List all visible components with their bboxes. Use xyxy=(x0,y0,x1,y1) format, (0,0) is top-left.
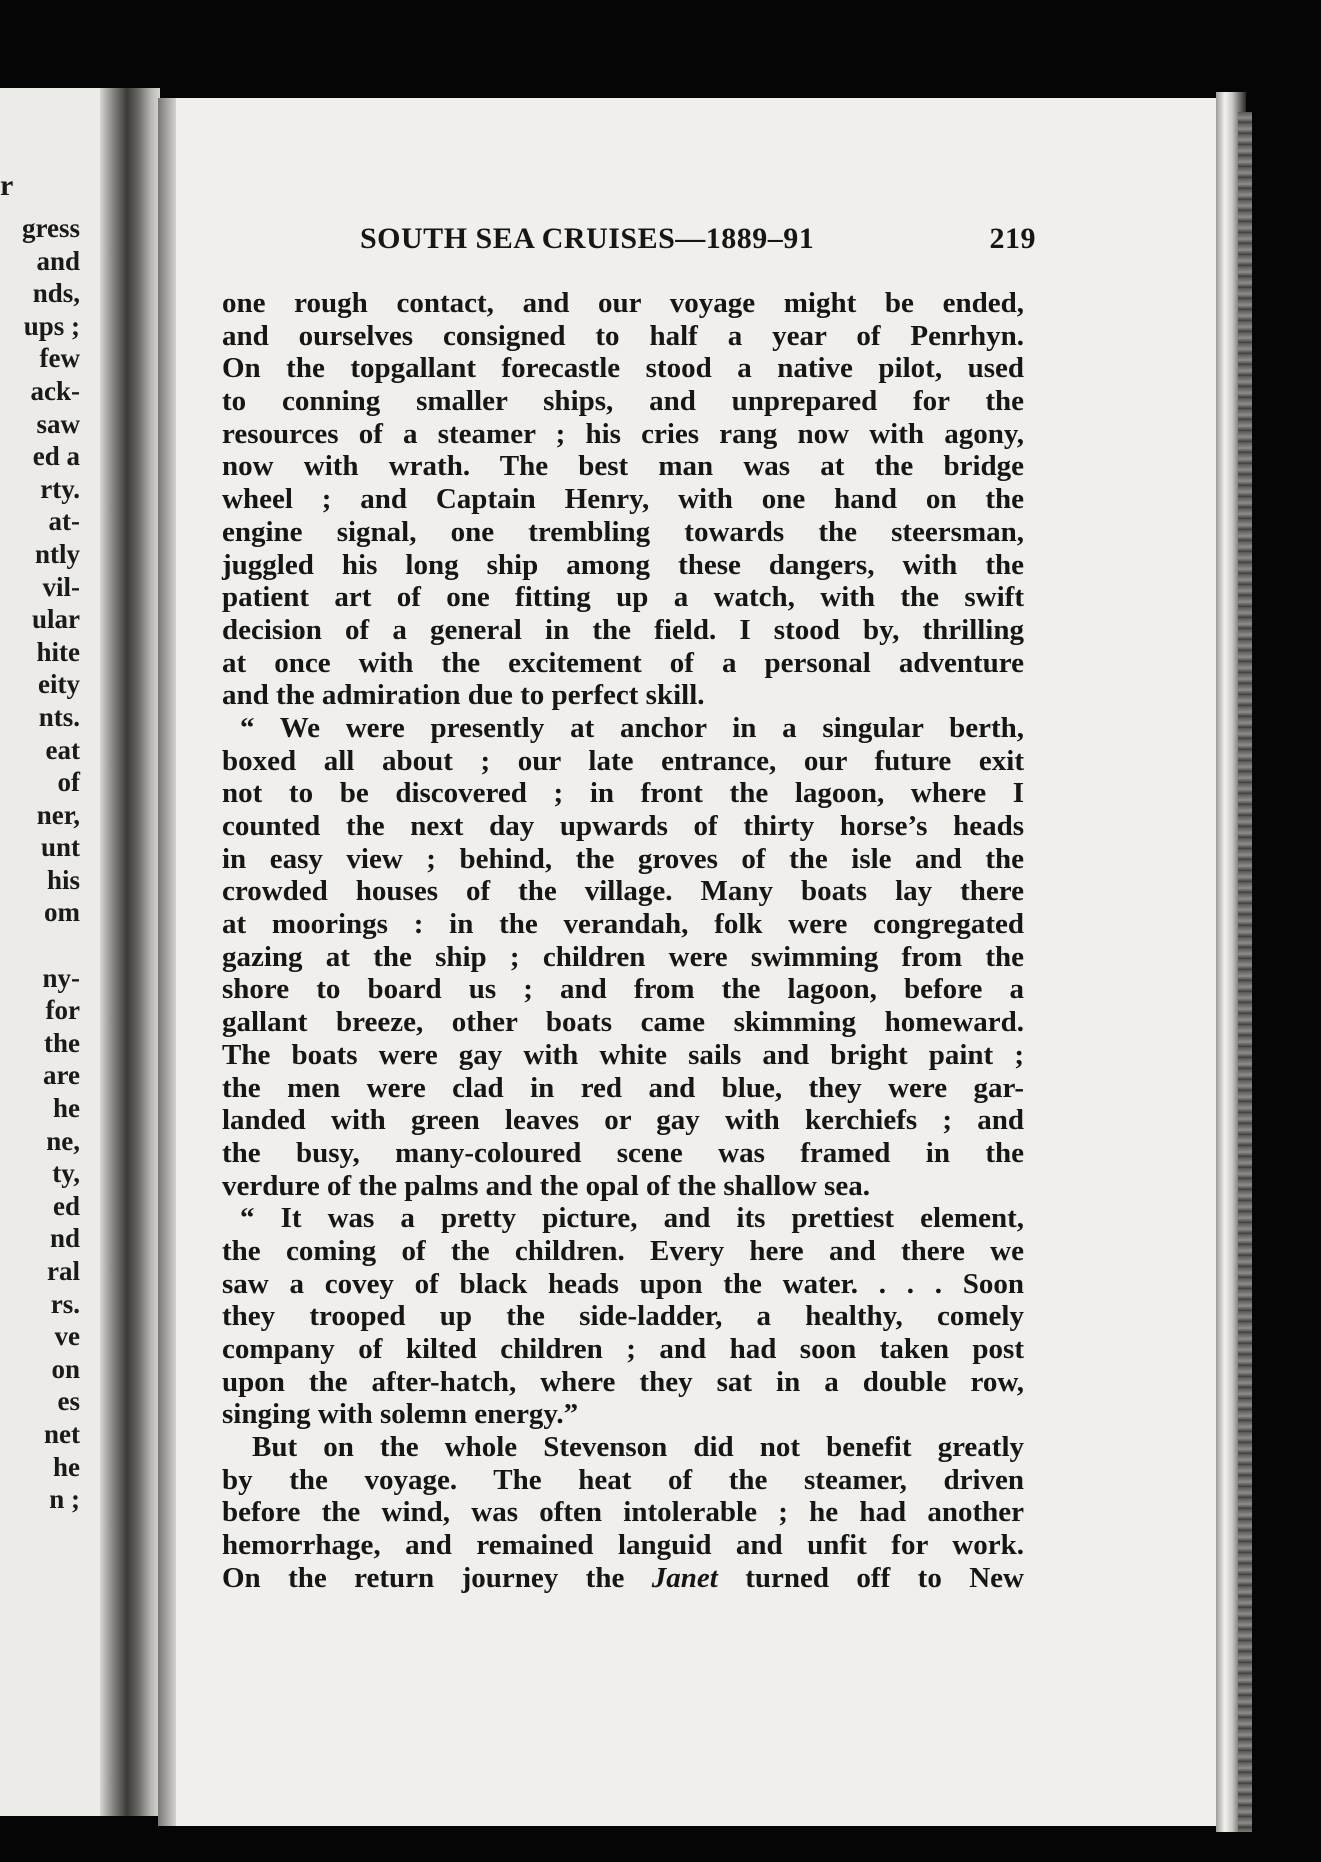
text-line xyxy=(222,1562,1024,1595)
text-line: before the wind, was often intolerable ; he had another xyxy=(222,1496,1024,1529)
left-page-fragment: ups ; xyxy=(23,310,80,341)
text-line: resources of a steamer ; his cries rang now with agony, xyxy=(222,417,1024,450)
left-page-fragment: saw xyxy=(36,408,80,439)
left-page-fragment: for xyxy=(45,995,80,1026)
left-page-fragment: ed a xyxy=(32,441,80,472)
left-page-fragment: rty. xyxy=(40,473,80,504)
text-run: On the return journey the xyxy=(222,1561,652,1594)
left-page-fragment: hite xyxy=(36,636,80,667)
text-line: gazing at the ship ; children were swimming from the xyxy=(222,940,1024,973)
left-page-fragment: of xyxy=(57,767,80,798)
text-line: patient art of one fitting up a watch, with the swift xyxy=(222,581,1024,614)
left-page-fragment: om xyxy=(44,897,80,928)
page-number: 219 xyxy=(989,222,1036,255)
text-run: turned off to New xyxy=(717,1561,1024,1594)
left-page-fragment: on xyxy=(51,1353,80,1384)
text-line: and ourselves consigned to half a year of Penrhyn. xyxy=(222,319,1024,352)
text-line: On the topgallant forecastle stood a native pilot, used xyxy=(222,352,1024,385)
left-page-fragment: ack- xyxy=(30,375,80,406)
paragraph xyxy=(222,1431,1024,1594)
left-page-fragment: few xyxy=(39,343,80,374)
left-page-fragment: ral xyxy=(47,1256,80,1286)
text-line: landed with green leaves or gay with kerchiefs ; and xyxy=(222,1104,1024,1137)
left-page-fragment: nd xyxy=(49,1223,80,1254)
paragraph xyxy=(222,287,1024,712)
left-page-fragment xyxy=(0,929,80,962)
left-page-fragment: he xyxy=(53,1093,80,1124)
text-line: saw a covey of black heads upon the water. . . . Soon xyxy=(222,1267,1024,1300)
text-line: the men were clad in red and blue, they were gar- xyxy=(222,1071,1024,1104)
left-page-fragment: vil- xyxy=(42,571,80,602)
text-line: upon the after-hatch, where they sat in a double row, xyxy=(222,1365,1024,1398)
left-page-fragment: the xyxy=(44,1027,80,1058)
body-text xyxy=(222,287,1024,1595)
page-stack-edge xyxy=(1238,112,1252,1832)
left-page-fragment: eity xyxy=(38,669,80,700)
running-head-title: SOUTH SEA CRUISES—1889–91 xyxy=(360,222,815,255)
text-line: boxed all about ; our late entrance, our future exit xyxy=(222,744,1024,777)
text-line: by the voyage. The heat of the steamer, driven xyxy=(222,1463,1024,1496)
text-line: to conning smaller ships, and unprepared for the xyxy=(222,385,1024,418)
left-page-fragment: and xyxy=(36,245,80,276)
left-page-fragment: ve xyxy=(54,1321,80,1352)
left-page-fragment: ner, xyxy=(36,799,80,830)
left-page-fragment: unt xyxy=(40,832,80,863)
left-page-text-fragments xyxy=(0,169,80,1516)
text-line: the coming of the children. Every here and there we xyxy=(222,1234,1024,1267)
text-line: The boats were gay with white sails and bright paint ; xyxy=(222,1038,1024,1071)
book-gutter xyxy=(100,88,160,1816)
left-page-fragment: gress xyxy=(22,213,80,243)
left-page-fragment: he xyxy=(53,1451,80,1482)
page-gutter-shadow xyxy=(158,98,176,1826)
text-line: one rough contact, and our voyage might be ended, xyxy=(222,287,1024,319)
paragraph xyxy=(222,712,1024,1202)
left-page-fragment: ty, xyxy=(52,1158,80,1189)
left-page-fragment: ed xyxy=(53,1190,80,1221)
left-page-fragment: nts. xyxy=(38,701,80,732)
text-line: singing with solemn energy.” xyxy=(222,1398,579,1431)
left-page-fragment: eat xyxy=(45,734,80,765)
text-line: wheel ; and Captain Henry, with one hand on the xyxy=(222,483,1024,516)
left-page-fragment: nds, xyxy=(32,278,80,309)
text-line: hemorrhage, and remained languid and unfit for work. xyxy=(222,1529,1024,1562)
left-page-top-mark: r xyxy=(0,169,14,202)
text-line: not to be discovered ; in front the lagoon, where I xyxy=(222,777,1024,810)
text-line: in easy view ; behind, the groves of the isle and the xyxy=(222,842,1024,875)
text-line: now with wrath. The best man was at the bridge xyxy=(222,450,1024,483)
text-line: company of kilted children ; and had soon taken post xyxy=(222,1333,1024,1365)
text-line: the busy, many-coloured scene was framed in the xyxy=(222,1136,1024,1169)
running-head xyxy=(200,222,1036,262)
left-page-fragment: his xyxy=(46,864,80,895)
left-page-fragment: ntly xyxy=(34,538,80,569)
text-line: counted the next day upwards of thirty horse’s heads xyxy=(222,810,1024,842)
left-page-fragment: at- xyxy=(48,506,80,537)
text-line: But on the whole Stevenson did not benefit greatly xyxy=(252,1431,1024,1464)
text-line: they trooped up the side-ladder, a healthy, comely xyxy=(222,1300,1024,1333)
text-line: decision of a general in the field. I stood by, thrilling xyxy=(222,613,1024,646)
text-line: shore to board us ; and from the lagoon, before a xyxy=(222,973,1024,1006)
left-page-fragment: ny- xyxy=(42,962,80,993)
ship-name: Janet xyxy=(651,1561,718,1594)
text-line: “ We were presently at anchor in a singular berth, xyxy=(240,711,1024,744)
left-page-fragment: es xyxy=(57,1386,80,1417)
left-page-fragment: are xyxy=(43,1060,80,1091)
left-page-fragment: n ; xyxy=(49,1484,80,1515)
left-page-fragment: ne, xyxy=(46,1125,80,1156)
text-line: “ It was a pretty picture, and its prettiest element, xyxy=(240,1202,1024,1235)
text-line: engine signal, one trembling towards the steersman, xyxy=(222,515,1024,548)
text-line: and the admiration due to perfect skill. xyxy=(222,679,705,712)
text-line: at moorings : in the verandah, folk were congregated xyxy=(222,908,1024,941)
text-line: verdure of the palms and the opal of the shallow sea. xyxy=(222,1169,870,1202)
left-page-fragment: ular xyxy=(31,604,80,635)
paragraph xyxy=(222,1202,1024,1431)
text-line: crowded houses of the village. Many boats lay there xyxy=(222,875,1024,908)
left-page-fragment: rs. xyxy=(50,1288,80,1319)
text-line: gallant breeze, other boats came skimming homeward. xyxy=(222,1006,1024,1039)
left-page-fragment: net xyxy=(44,1418,80,1449)
text-line: juggled his long ship among these dangers, with the xyxy=(222,548,1024,581)
text-line: at once with the excitement of a personal adventure xyxy=(222,646,1024,679)
